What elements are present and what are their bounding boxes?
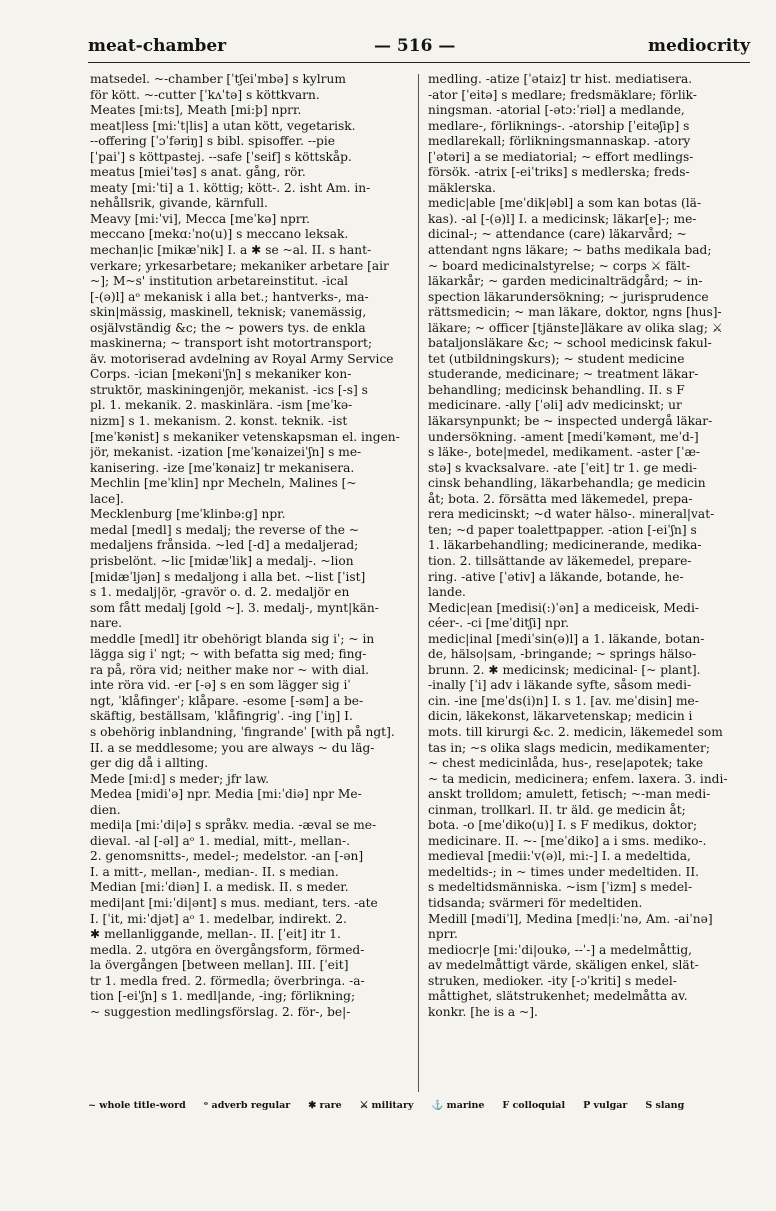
- entry-line: tion. 2. tillsättande av läkemedel, preparе-: [428, 553, 692, 568]
- entry-line: ✱ mellanliggande, mellan-. II. [ˈeit] itr 1.: [90, 927, 341, 942]
- entry-line: dicinal-; ~ attendance (care) läkarvård; ~: [428, 227, 687, 242]
- entry-line: rättsmedicin; ~ man läkare, doktor, ngns [hus]-: [428, 305, 722, 320]
- entry-line: skäftig, beställsam, ˈklåfingrigˈ. -ing [ˈiŋ] I.: [90, 709, 353, 724]
- entry-line: äv. motoriserad avdelning av Royal Army Service: [90, 351, 394, 366]
- entry-line: meccano [mekɑ:ˈno(u)] s meccano leksak.: [90, 227, 349, 242]
- entry-line: --offering [ˈɔˈfəriŋ] s bibl. spisoffer. --pie: [90, 134, 335, 149]
- entry-line: som fått medalj [gold ~]. 3. medalj-, mynt|kän-: [90, 600, 379, 615]
- entry-line: [midæˈljən] s medaljong i alla bet. ~list [ˈist]: [90, 569, 366, 584]
- entry-line: måttighet, slätstrukenhet; medelmåtta av.: [428, 989, 688, 1004]
- entry-line: -ator [ˈeitə] s medlare; fredsmäklare; förlik-: [428, 87, 697, 102]
- entry-line: pl. 1. mekanik. 2. maskinlära. -ism [meˈkə-: [90, 398, 353, 413]
- legend-item: ⚔ military: [359, 1100, 414, 1111]
- entry-line: nehållsrik, givande, kärnfull.: [90, 196, 268, 211]
- entry-line: anskt trolldom; amulett, fetisch; ~-man medi-: [428, 787, 711, 802]
- column-divider: [418, 74, 419, 1092]
- entry-line: s obehörig inblandning, ˈfingrandeˈ [with på ngt].: [90, 724, 395, 739]
- entry-line: mechan|ic [mikæˈnik] I. a ✱ se ~al. II. s hant-: [90, 243, 372, 258]
- entry-line: mots. till kirurgi &c. 2. medicin, läkemedel som: [428, 724, 723, 739]
- entry-line: jör, mekanist. -ization [meˈkənaizeiˈʃn] s me-: [90, 445, 362, 460]
- entry-line: ngt, ˈklåfingerˈ; klåpare. -esome [-səm] a be-: [90, 693, 364, 708]
- entry-line: de, hälso|sam, -bringande; ~ springs hälso-: [428, 647, 697, 662]
- header-first-word: meat-chamber: [88, 36, 227, 56]
- entry-line: prisbelönt. ~lic [midæˈlik] a medalj-. ~lion: [90, 553, 354, 568]
- entry-line: -inally [ˈi] adv i läkande syfte, såsom medi-: [428, 678, 692, 693]
- entry-line: Meates [mi:ts], Meath [mi:þ] nprr.: [90, 103, 302, 118]
- entry-line: konkr. [he is a ~].: [428, 1004, 538, 1019]
- entry-line: dicin, läkekonst, läkarvetenskap; medicin i: [428, 709, 693, 724]
- legend-item: S slang: [645, 1100, 685, 1111]
- page-number: — 516 —: [374, 36, 456, 56]
- entry-line: medi|ant [mi:ˈdi|ənt] s mus. mediant, ters. -ate: [90, 895, 378, 910]
- entry-line: Medill [mədiˈl], Medina [med|iːˈnə, Am. -aiˈnə]: [428, 911, 713, 926]
- entry-line: medic|inal [mediˈsin(ə)l] a 1. läkande, botan-: [428, 631, 705, 646]
- entry-line: s 1. medalj|ör, -gravör o. d. 2. medaljör en: [90, 585, 350, 600]
- entry-line: läkare; ~ officer [tjänste]läkare av olika slag; ⚔: [428, 320, 723, 335]
- legend-item: ✱ rare: [308, 1100, 342, 1111]
- entry-line: medi|a [mi:ˈdi|ə] s språkv. media. -æval se me-: [90, 818, 377, 833]
- entry-line: ~ chest medicinlåda, hus-, rese|apotek; take: [428, 756, 704, 771]
- entry-line: mediocr|e [mi:ˈdi|oukə, --ˈ-] a medelmåttig,: [428, 942, 693, 957]
- entry-line: Mecklenburg [meˈklinbə:g] npr.: [90, 507, 286, 522]
- entry-line: bataljonsläkare &c; ~ school medicinsk fakul-: [428, 336, 712, 351]
- legend-item: ~ whole title-word: [88, 1100, 186, 1111]
- entry-line: skin|mässig, maskinell, teknisk; vanemässig,: [90, 305, 367, 320]
- page-header: [88, 36, 750, 62]
- entry-line: för kött. ~-cutter [ˈkʌˈtə] s köttkvarn.: [90, 87, 320, 102]
- entry-line: I. a mitt-, mellan-, median-. II. s median.: [90, 864, 339, 879]
- left-column: [90, 72, 408, 1020]
- entry-line: [ˈpaiˈ] s köttpastej. --safe [ˈseif] s köttskåp.: [90, 149, 352, 164]
- entry-line: studerande, medicinare; ~ treatment läkar-: [428, 367, 699, 382]
- legend-item: P vulgar: [583, 1100, 628, 1111]
- legend-item: ᵒ adverb regular: [203, 1100, 291, 1111]
- entry-line: medlarekall; förlikningsmannaskap. -atory: [428, 134, 691, 149]
- entry-line: osjälvständig &c; the ~ powers tys. de enkla: [90, 320, 366, 335]
- entry-line: meddle [medl] itr obehörigt blanda sig iˈ; ~ in: [90, 631, 375, 646]
- right-column: [428, 72, 746, 1020]
- header-rule: [88, 62, 750, 63]
- entry-line: mäklerska.: [428, 180, 496, 195]
- entry-line: Medea [midiˈə] npr. Media [mi:ˈdiə] npr Me-: [90, 787, 362, 802]
- entry-line: céer-. -ci [meˈditʃi] npr.: [428, 616, 569, 631]
- entry-line: 1. läkarbehandling; medicinerande, medika-: [428, 538, 702, 553]
- entry-line: Median [mi:ˈdiən] I. a medisk. II. s meder.: [90, 880, 349, 895]
- entry-line: ra på, röra vid; neither make nor ~ with dial.: [90, 662, 370, 677]
- entry-line: behandling; medicinsk behandling. II. s F: [428, 382, 685, 397]
- entry-line: struken, medioker. -ity [-ɔˈkriti] s medel-: [428, 973, 677, 988]
- entry-line: inte röra vid. -er [-ə] s en som lägger sig iˈ: [90, 678, 351, 693]
- entry-line: nare.: [90, 616, 123, 631]
- entry-line: [meˈkənist] s mekaniker vetenskapsman el. ingen-: [90, 429, 400, 444]
- entry-line: medla. 2. utgöra en övergångsform, förmed-: [90, 942, 365, 957]
- entry-line: medeltids-; in ~ times under medeltiden. II.: [428, 864, 700, 879]
- entry-line: stə] s kvacksalvare. -ate [ˈeit] tr 1. ge medi-: [428, 460, 697, 475]
- entry-line: ~ ta medicin, medicinera; enfem. laxera. 3. indi-: [428, 771, 728, 786]
- entry-line: lande.: [428, 585, 466, 600]
- entry-line: s läke-, bote|medel, medikament. -aster [ˈæ-: [428, 445, 701, 460]
- entry-line: meat|less [mi:ˈt|lis] a utan kött, vegetarisk.: [90, 118, 356, 133]
- entry-line: lägga sig iˈ ngt; ~ with befatta sig med; fing-: [90, 647, 367, 662]
- entry-line: medling. -atize [ˈətaiz] tr hist. mediatisera.: [428, 72, 693, 86]
- entry-line: Medic|ean [medisi(:)ˈən] a mediceisk, Medi-: [428, 600, 699, 615]
- entry-line: åt; bota. 2. försätta med läkemedel, prepa-: [428, 491, 693, 506]
- entry-line: bota. -o [meˈdiko(u)] I. s F medikus, doktor;: [428, 818, 698, 833]
- entry-line: läkarsynpunkt; be ~ inspected undergå läkar-: [428, 414, 713, 429]
- entry-line: Mechlin [meˈklin] npr Mecheln, Malines [~: [90, 476, 357, 491]
- legend-footer: [88, 1100, 776, 1111]
- entry-line: kas). -al [-(ə)l] I. a medicinsk; läkar[e]-; me-: [428, 211, 697, 226]
- entry-line: s medeltidsmänniska. ~ism [ˈizm] s medel-: [428, 880, 693, 895]
- entry-line: I. [ˈit, mi:ˈdjət] aᵒ 1. medelbar, indirekt. 2.: [90, 911, 347, 926]
- entry-line: av medelmåttigt värde, skäligen enkel, slät-: [428, 958, 699, 973]
- entry-line: medal [medl] s medalj; the reverse of the ~: [90, 522, 359, 537]
- entry-line: nizm] s 1. mekanism. 2. konst. teknik. -ist: [90, 414, 348, 429]
- entry-line: rera medicinskt; ~d water hälso-. mineral|vat-: [428, 507, 715, 522]
- entry-line: matsedel. ~-chamber [ˈtʃeiˈmbə] s kylrum: [90, 72, 346, 86]
- entry-line: Meavy [mi:ˈvi], Mecca [meˈkə] nprr.: [90, 211, 310, 226]
- header-last-word: mediocrity: [648, 36, 750, 56]
- entry-line: brunn. 2. ✱ medicinsk; medicinal- [~ plant].: [428, 662, 701, 677]
- entry-line: ~ suggestion medlingsförslag. 2. för-, be|-: [90, 1004, 351, 1019]
- entry-line: maskinerna; ~ transport isht motortransport;: [90, 336, 373, 351]
- legend-item: F colloquial: [502, 1100, 566, 1111]
- entry-line: cinsk behandling, läkarbehandla; ge medicin: [428, 476, 706, 491]
- entry-line: ger dig då i allting.: [90, 756, 209, 771]
- entry-line: verkare; yrkesarbetare; mekaniker arbetare [air: [90, 258, 389, 273]
- entry-line: nprr.: [428, 927, 458, 942]
- entry-line: kanisering. -ize [meˈkənaiz] tr mekanisera.: [90, 460, 355, 475]
- entry-line: Mede [mi:d] s meder; jfr law.: [90, 771, 270, 786]
- entry-line: ~ board medicinalstyrelse; ~ corps ⚔ fält-: [428, 258, 691, 273]
- dictionary-page: [88, 36, 750, 1176]
- entry-line: medaljens frånsida. ~led [-d] a medaljerad;: [90, 538, 359, 553]
- entry-line: [ˈətəri] a se mediatorial; ~ effort medlings-: [428, 149, 694, 164]
- entry-line: ring. -ative [ˈətiv] a läkande, botande, he-: [428, 569, 684, 584]
- entry-line: medicinare. -ally [ˈəli] adv medicinskt; ur: [428, 398, 682, 413]
- entry-line: läkarkår; ~ garden medicinalträdgård; ~ in-: [428, 274, 703, 289]
- entry-line: 2. genomsnitts-, medel-; medelstor. -an [-ən]: [90, 849, 364, 864]
- entry-line: tet (utbildningskurs); ~ student medicine: [428, 351, 685, 366]
- entry-line: tas in; ~s olika slags medicin, medikamenter;: [428, 740, 710, 755]
- entry-line: struktör, maskiningenjör, mekanist. -ics [-s] s: [90, 382, 368, 397]
- entry-line: dieval. -al [-əl] aᵒ 1. medial, mitt-, mellan-.: [90, 833, 350, 848]
- entry-line: cin. -ine [meˈds(i)n] I. s 1. [av. meˈdisin] me-: [428, 693, 699, 708]
- entry-line: medieval [medii:ˈv(ə)l, mi:-] I. a medeltida,: [428, 849, 691, 864]
- entry-line: meaty [mi:ˈti] a 1. köttig; kött-. 2. isht Am. in-: [90, 180, 371, 195]
- entry-line: spection läkarundersökning; ~ jurisprudence: [428, 289, 709, 304]
- entry-line: [-(ə)l] aᵒ mekanisk i alla bet.; hantverks-, ma-: [90, 289, 369, 304]
- legend-item: ⚓ marine: [431, 1100, 485, 1111]
- entry-line: medlare-, förliknings-. -atorship [ˈeitəʃip] s: [428, 118, 690, 133]
- entry-line: la övergången [between mellan]. III. [ˈeit]: [90, 958, 349, 973]
- entry-line: tidsanda; svärmeri för medeltiden.: [428, 895, 643, 910]
- entry-line: medicinare. II. ~- [meˈdiko] a i sms. mediko-.: [428, 833, 707, 848]
- entry-line: dien.: [90, 802, 121, 817]
- entry-line: undersökning. -ament [mediˈkəmənt, meˈd-]: [428, 429, 699, 444]
- entry-line: lace].: [90, 491, 124, 506]
- entry-line: attendant ngns läkare; ~ baths medikala bad;: [428, 243, 712, 258]
- entry-line: II. a se meddlesome; you are always ~ du läg-: [90, 740, 375, 755]
- entry-line: tion [-eiˈʃn] s 1. medl|ande, -ing; förlikning;: [90, 989, 356, 1004]
- entry-line: tr 1. medla fred. 2. förmedla; överbringa. -a-: [90, 973, 365, 988]
- entry-line: ningsman. -atorial [-ətɔ:ˈriəl] a medlande,: [428, 103, 685, 118]
- entry-line: cinman, trollkarl. II. tr äld. ge medicin åt;: [428, 802, 686, 817]
- entry-line: försök. -atrix [-eiˈtriks] s medlerska; freds-: [428, 165, 690, 180]
- entry-line: medic|able [meˈdik|əbl] a som kan botas (lä-: [428, 196, 702, 211]
- entry-line: ~]; M~s' institution arbetareinstitut. -ical: [90, 274, 349, 289]
- entry-line: ten; ~d paper toalettpapper. -ation [-eiˈʃn] s: [428, 522, 697, 537]
- entry-line: Corps. -ician [mekəniˈʃn] s mekaniker kon-: [90, 367, 352, 382]
- entry-line: meatus [mieiˈtəs] s anat. gång, rör.: [90, 165, 306, 180]
